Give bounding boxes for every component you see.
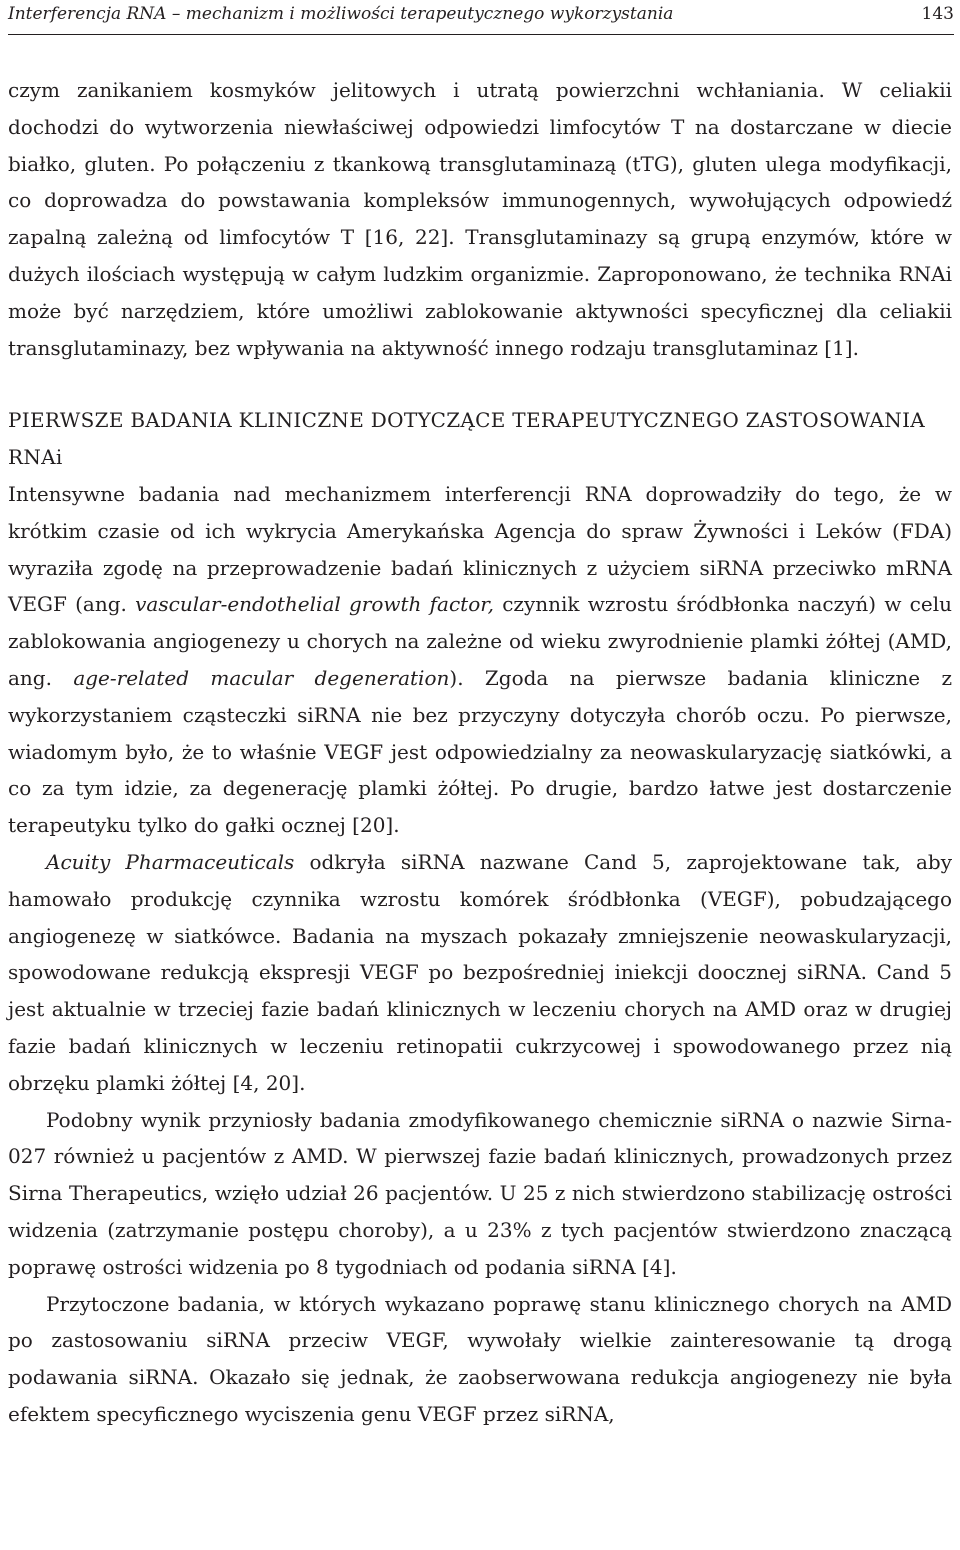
text-span: ). Zgoda na pierwsze badania kliniczne z wykorzystaniem cząsteczki siRNA nie bez przyczyny dotyczyła chorób oczu. Po pierwsze, wiadomym było, że to właśnie VEGF jest odpowiedzialny za neowaskularyzację siatkówki, a co za tym idzie, za degenerację plamki żółtej. Po drugie, bardzo łatwe jest dostarczenie terapeutyku tylko do gałki ocznej [20]. <box>8 665 953 838</box>
paragraph-fda-trials <box>8 476 952 844</box>
section-heading: PIERWSZE BADANIA KLINICZNE DOTYCZĄCE TERAPEUTYCZNEGO ZASTOSOWANIA RNAi <box>8 408 926 470</box>
body-text <box>8 72 952 1433</box>
italic-term-vegf: vascular-endothelial growth factor, <box>135 592 494 617</box>
paragraph-celiac: czym zanikaniem kosmyków jelitowych i utratą powierzchni wchłaniania. W celiakii dochodzi do wytworzenia niewłaściwej odpowiedzi limfocytów T na dostarczane w diecie białko, gluten. Po połączeniu z tkankową transglutaminazą (tTG), gluten ulega modyfikacji, co doprowadza do powstawania kompleksów immunogennych, wywołujących odpowiedź zapalną zależną od limfocytów T [16, 22]. Transglutaminazy są grupą enzymów, które w dużych ilościach występują w całym ludzkim organizmie. Zaproponowano, że technika RNAi może być narzędziem, które umożliwi zablokowanie aktywności specyficznej dla celiakii transglutaminazy, bez wpływania na aktywność innego rodzaju transglutaminaz [1]. <box>8 78 952 360</box>
italic-term-amd: age-related macular degeneration <box>73 665 450 690</box>
running-header <box>8 2 954 28</box>
text-span: odkryła siRNA nazwane Cand 5, zaprojektowane tak, aby hamowało produkcję czynnika wzrostu komórek śródbłonka (VEGF), pobudzającego angiogenezę w siatkówce. Badania na myszach pokazały zmniejszenie neowaskularyzacji, spowodowane redukcją ekspresji VEGF po bezpośredniej iniekcji doocznej siRNA. Cand 5 jest aktualnie w trzeciej fazie badań klinicznych w leczeniu chorych na AMD oraz w drugiej fazie badań klinicznych w leczeniu retinopatii cukrzycowej i spowodowanego przez nią obrzęku plamki żółtej [4, 20]. <box>8 849 952 1095</box>
text-span: Intensywne badania nad mechanizmem interferencji RNA doprowadziły do tego, że w krótkim czasie od ich wykrycia Amerykańska Agencja do spraw Żywności i Leków (FDA) wyraziła zgodę na przeprowadzenie badań klinicznych z użyciem siRNA przeciwko mRNA VEGF (ang. <box>8 481 952 617</box>
running-title: Interferencja RNA – mechanizm i możliwości terapeutycznego wykorzystania <box>8 4 674 24</box>
paragraph-cand5 <box>8 844 952 1102</box>
header-rule <box>8 34 954 35</box>
paragraph-angiogenesis: Przytoczone badania, w których wykazano poprawę stanu klinicznego chorych na AMD po zastosowaniu siRNA przeciw VEGF, wywołały wielkie zainteresowanie tą drogą podawania siRNA. Okazało się jednak, że zaobserwowana redukcja angiogenezy nie była efektem specyficznego wyciszenia genu VEGF przez siRNA, <box>8 1291 952 1426</box>
text-span: czynnik wzrostu śródbłonka naczyń) w celu zablokowania angiogenezy u chorych na zależne od wieku zwyrodnienie plamki żółtej (AMD, ang. <box>8 592 952 690</box>
italic-company-name: Acuity Pharmaceuticals <box>46 849 295 874</box>
paragraph-sirna027: Podobny wynik przyniosły badania zmodyfikowanego chemicznie siRNA o nazwie Sirna-027 również u pacjentów z AMD. W pierwszej fazie badań klinicznych, prowadzonych przez Sirna Therapeutics, wzięło udział 26 pacjentów. U 25 z nich stwierdzono stabilizację ostrości widzenia (zatrzymanie postępu choroby), a u 23% z tych pacjentów stwierdzono znaczącą poprawę ostrości widzenia po 8 tygodniach od podania siRNA [4]. <box>8 1107 952 1279</box>
page-number: 143 <box>921 4 954 24</box>
